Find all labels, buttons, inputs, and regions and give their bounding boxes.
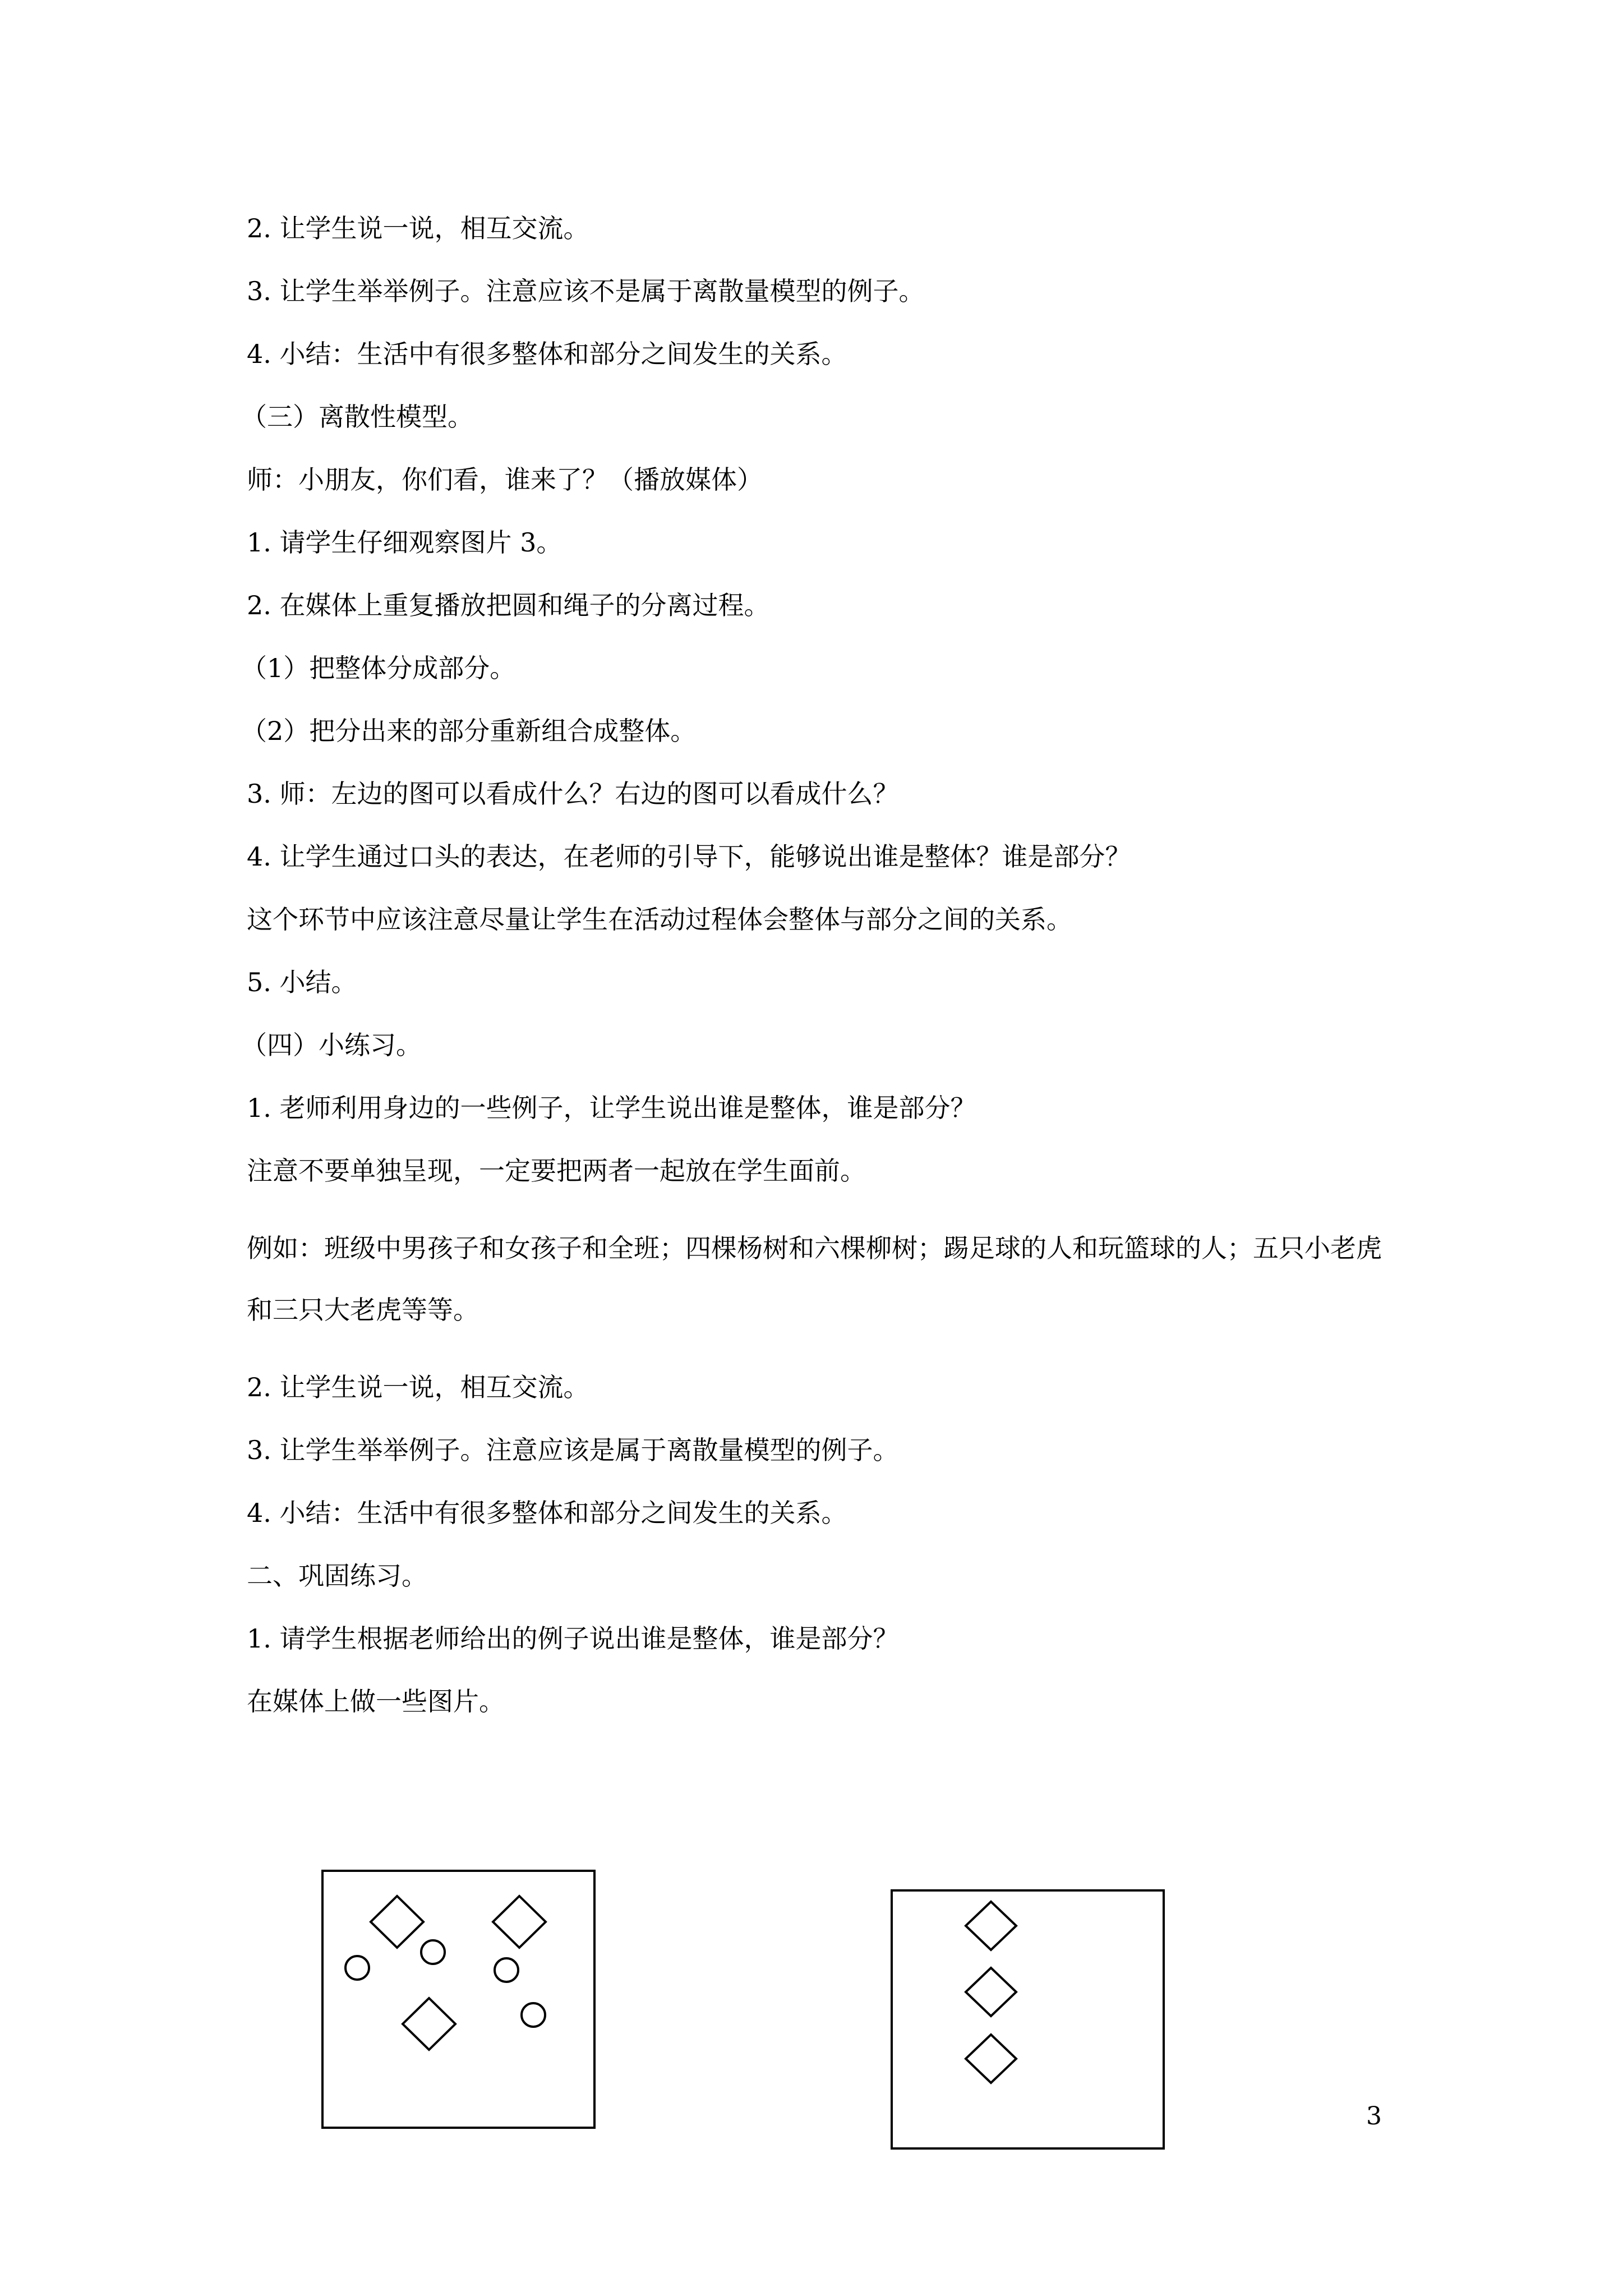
diamond-shape — [966, 2035, 1016, 2083]
paragraph: 3. 让学生举举例子。注意应该是属于离散量模型的例子。 — [247, 1435, 899, 1465]
paragraph: 例如：班级中男孩子和女孩子和全班；四棵杨树和六棵柳树；踢足球的人和玩篮球的人；五只小老虎和三只大老虎等等。 — [247, 1233, 1382, 1325]
circle-shape — [495, 1958, 518, 1982]
section-heading: 二、巩固练习。 — [247, 1561, 427, 1591]
paragraph: 注意不要单独呈现，一定要把两者一起放在学生面前。 — [247, 1156, 866, 1186]
section-heading: （四）小练习。 — [241, 1030, 422, 1060]
paragraph: （2）把分出来的部分重新组合成整体。 — [241, 716, 697, 746]
paragraph: 2. 让学生说一说，相互交流。 — [247, 213, 589, 243]
left-figure-drawing — [320, 1868, 600, 2132]
diamond-shape — [966, 1902, 1016, 1950]
diamond-shape — [371, 1896, 423, 1948]
paragraph: 3. 让学生举举例子。注意应该不是属于离散量模型的例子。 — [247, 276, 925, 306]
paragraph: 2. 让学生说一说，相互交流。 — [247, 1372, 589, 1402]
left-figure — [320, 1868, 600, 2132]
section-heading: （三）离散性模型。 — [241, 402, 473, 432]
diamond-shape — [493, 1896, 546, 1948]
circle-shape — [345, 1956, 369, 1980]
paragraph: 4. 小结：生活中有很多整体和部分之间发生的关系。 — [247, 339, 847, 369]
circle-shape — [522, 2003, 545, 2027]
paragraph: 3. 师：左边的图可以看成什么？右边的图可以看成什么？ — [247, 779, 899, 809]
paragraph: 1. 老师利用身边的一些例子，让学生说出谁是整体，谁是部分？ — [247, 1093, 976, 1123]
paragraph: 这个环节中应该注意尽量让学生在活动过程体会整体与部分之间的关系。 — [247, 904, 1072, 935]
right-figure — [889, 1888, 1169, 2154]
paragraph: （1）把整体分成部分。 — [241, 653, 516, 683]
right-figure-drawing — [889, 1888, 1169, 2154]
paragraph: 5. 小结。 — [247, 967, 357, 997]
diamond-shape — [966, 1968, 1016, 2016]
paragraph: 师：小朋友，你们看，谁来了？（播放媒体） — [247, 464, 763, 495]
lesson-text — [241, 212, 1402, 1748]
paragraph: 4. 让学生通过口头的表达，在老师的引导下，能够说出谁是整体？谁是部分？ — [247, 841, 1131, 872]
paragraph: 2. 在媒体上重复播放把圆和绳子的分离过程。 — [247, 590, 770, 620]
paragraph: 4. 小结：生活中有很多整体和部分之间发生的关系。 — [247, 1498, 847, 1528]
page-number: 3 — [1366, 2102, 1382, 2131]
circle-shape — [421, 1940, 445, 1964]
diamond-shape — [403, 1998, 455, 2050]
paragraph: 1. 请学生仔细观察图片 3。 — [247, 527, 562, 558]
frame-rectangle — [892, 1890, 1164, 2148]
frame-rectangle — [322, 1871, 594, 2128]
paragraph: 在媒体上做一些图片。 — [247, 1686, 505, 1717]
paragraph: 1. 请学生根据老师给出的例子说出谁是整体，谁是部分？ — [247, 1623, 899, 1654]
